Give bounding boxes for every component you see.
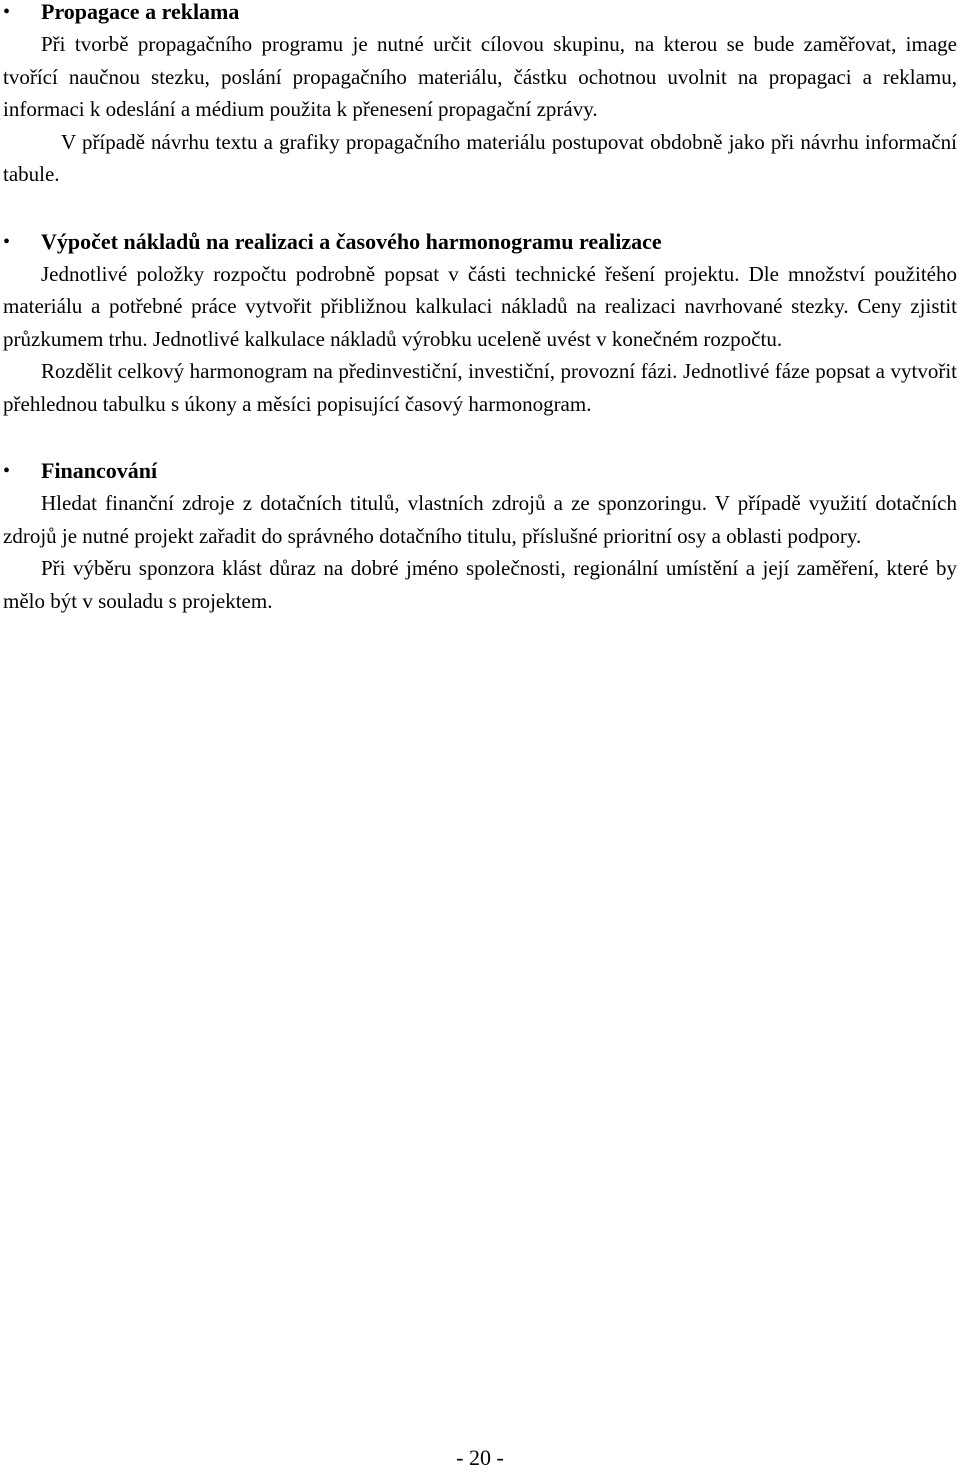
paragraph: Hledat finanční zdroje z dotačních titulů, vlastních zdrojů a ze sponzoringu. V případě využití dotačních zdrojů je nutné projekt zařadit do správného dotačního titulu, příslušné prioritní osy a oblasti podpory.	[3, 491, 957, 548]
paragraph: V případě návrhu textu a grafiky propagačního materiálu postupovat obdobně jako při návrhu informační tabule.	[3, 129, 957, 186]
section-heading	[3, 0, 957, 24]
paragraph: Při výběru sponzora klást důraz na dobré jméno společnosti, regionální umístění a její zaměření, které by mělo být v souladu s projektem.	[3, 556, 957, 613]
section-heading	[3, 230, 957, 254]
paragraph: Rozdělit celkový harmonogram na předinvestiční, investiční, provozní fázi. Jednotlivé fáze popsat a vytvořit přehlednou tabulku s úkony a měsíci popisující časový harmonogram.	[3, 359, 957, 416]
bullet-icon: •	[3, 460, 11, 482]
section-propagace	[3, 0, 957, 191]
page-number	[0, 1445, 960, 1471]
section-financovani	[3, 459, 957, 617]
bullet-icon: •	[3, 230, 11, 253]
document-body	[3, 0, 957, 617]
paragraph: Jednotlivé položky rozpočtu podrobně popsat v části technické řešení projektu. Dle množství použitého materiálu a potřebné práce vytvořit přibližnou kalkulaci nákladů na realizaci navrhované stezky. Ceny zjistit průzkumem trhu. Jednotlivé kalkulace nákladů výrobku uceleně uvést v konečném rozpočtu.	[3, 261, 957, 351]
bullet-icon: •	[3, 1, 11, 23]
section-vypocet-nakladu	[3, 230, 957, 421]
heading-text: Financování	[41, 458, 158, 483]
paragraph: Při tvorbě propagačního programu je nutné určit cílovou skupinu, na kterou se bude zaměřovat, image tvořící naučnou stezku, poslání propagačního materiálu, částku ochotnou uvolnit na propagaci a reklamu, informaci k odeslání a médium použita k přenesení propagační zprávy.	[3, 32, 957, 121]
heading-text: Propagace a reklama	[41, 0, 240, 24]
page-number-text: - 20 -	[456, 1445, 504, 1470]
section-heading	[3, 459, 957, 483]
heading-text: Výpočet nákladů na realizaci a časového harmonogramu realizace	[41, 228, 662, 254]
